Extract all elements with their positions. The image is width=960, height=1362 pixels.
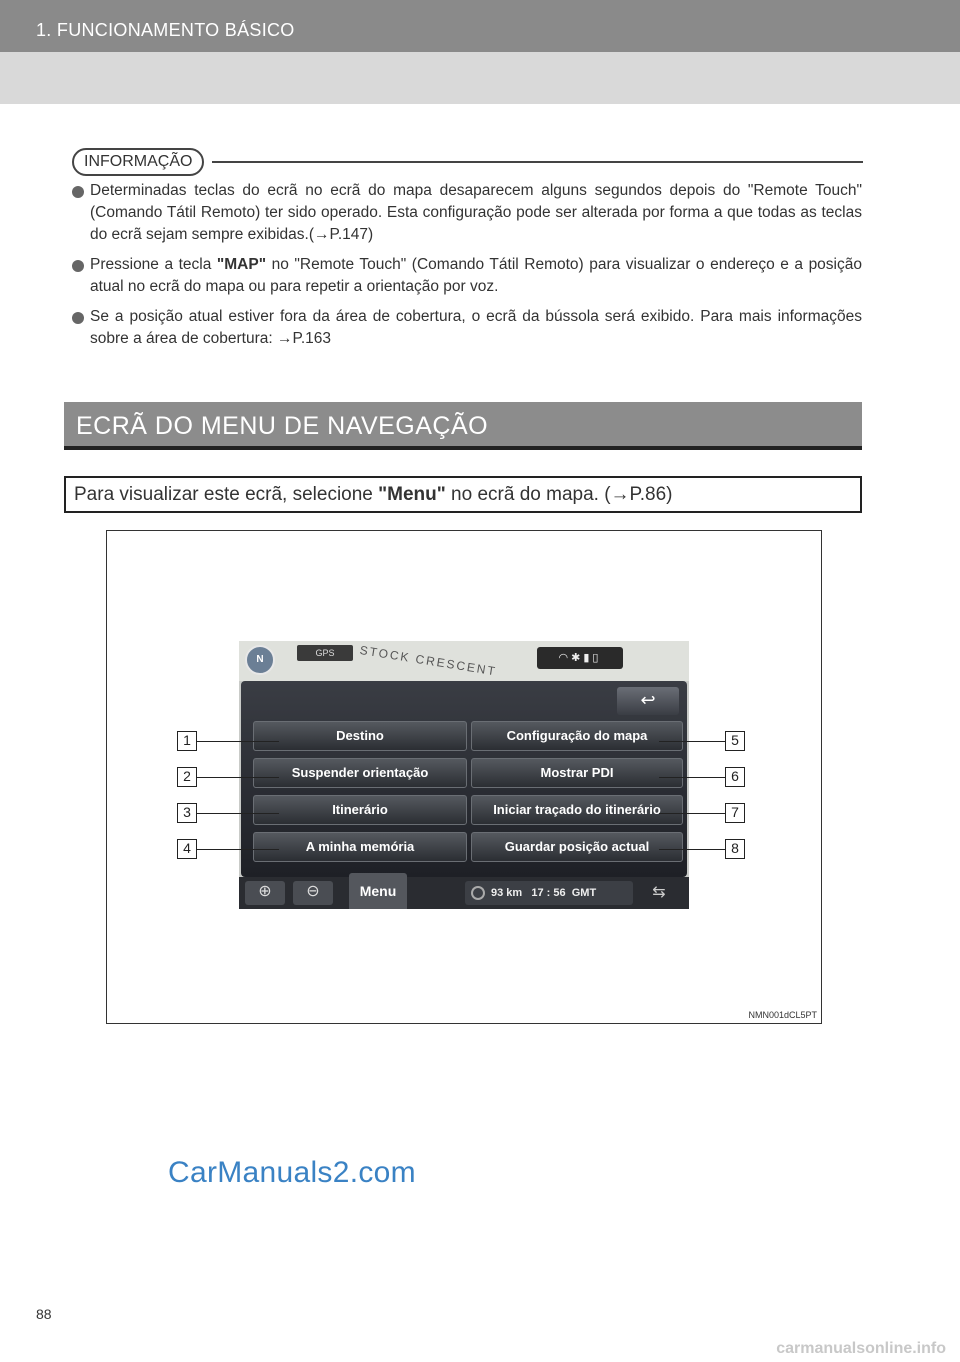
chapter-title: 1. FUNCIONAMENTO BÁSICO — [36, 20, 295, 40]
instruction-before: Para visualizar este ecrã, selecione — [74, 484, 379, 505]
bullet-dot-icon — [72, 186, 84, 198]
back-button[interactable]: ↩ — [617, 687, 679, 715]
instruction-box — [64, 476, 862, 513]
screenshot-figure — [106, 530, 822, 1024]
figure-code: NMN001dCL5PT — [748, 1010, 817, 1020]
bullet-text-before: Pressione a tecla — [90, 256, 217, 273]
wifi-icon: ◠ — [558, 652, 572, 664]
header-subbar — [0, 52, 960, 104]
info-bullet-2 — [70, 254, 862, 298]
timezone: GMT — [571, 887, 597, 899]
gps-badge: GPS — [297, 645, 353, 661]
callout-1: 1 — [177, 731, 197, 751]
leader-line-6 — [659, 777, 725, 778]
leader-line-5 — [659, 741, 725, 742]
watermark: CarManuals2.com — [168, 1156, 416, 1189]
guardar-posicao-button[interactable]: Guardar posição actual — [471, 832, 683, 862]
bluetooth-icon: ✱ — [571, 652, 584, 664]
nav-bottom-bar — [239, 877, 689, 909]
reroute-icon[interactable]: ⇆ — [652, 884, 666, 901]
callout-2: 2 — [177, 767, 197, 787]
leader-line-8 — [659, 849, 725, 850]
leader-line-2 — [197, 777, 279, 778]
leader-line-4 — [197, 849, 279, 850]
street-label: STOCK CRESCENT — [358, 643, 498, 679]
destino-button[interactable]: Destino — [253, 721, 467, 751]
instruction-text — [74, 484, 673, 506]
callout-3: 3 — [177, 803, 197, 823]
configuracao-mapa-button[interactable]: Configuração do mapa — [471, 721, 683, 751]
status-icons — [537, 647, 623, 669]
nav-menu-panel — [241, 681, 687, 877]
zoom-out-icon[interactable]: ⊖ — [293, 881, 333, 905]
suspender-orientacao-button[interactable]: Suspender orientação — [253, 758, 467, 788]
bullet-dot-icon — [72, 312, 84, 324]
info-badge: INFORMAÇÃO — [72, 148, 204, 176]
page-number: 88 — [36, 1306, 52, 1322]
callout-7: 7 — [725, 803, 745, 823]
itinerario-button[interactable]: Itinerário — [253, 795, 467, 825]
menu-tab[interactable]: Menu — [349, 873, 407, 909]
callout-4: 4 — [177, 839, 197, 859]
leader-line-7 — [659, 813, 725, 814]
bullet-text: Determinadas teclas do ecrã no ecrã do mapa desaparecem alguns segundos depois do "Remote Touch" (Comando Tátil Remoto) ter sido operado. Esta configuração pode ser alterada por forma a que todas as teclas do ecrã sejam sempre exibidas.(→P.147) — [90, 182, 862, 243]
a-minha-memoria-button[interactable]: A minha memória — [253, 832, 467, 862]
info-bullets — [70, 180, 862, 358]
distance: 93 km — [491, 887, 523, 899]
mostrar-pdi-button[interactable]: Mostrar PDI — [471, 758, 683, 788]
bullet-text-after: no "Remote Touch" (Comando Tátil Remoto) para visualizar o endereço e a posição atual no ecrã do mapa ou para repetir a orientação por voz. — [90, 256, 862, 295]
map-background — [239, 641, 689, 681]
info-bullet-1 — [70, 180, 862, 246]
compass-icon[interactable]: N — [245, 645, 275, 675]
info-divider — [212, 161, 863, 163]
bullet-dot-icon — [72, 260, 84, 272]
zoom-in-icon[interactable]: ⊕ — [245, 881, 285, 905]
nav-screen — [239, 641, 689, 909]
callout-6: 6 — [725, 767, 745, 787]
instruction-after: no ecrã do mapa. (→P.86) — [445, 484, 673, 505]
header-bar — [0, 0, 960, 52]
leader-line-1 — [197, 741, 279, 742]
info-bullet-3 — [70, 306, 862, 350]
section-header — [64, 402, 862, 450]
battery-icon: ▯ — [592, 652, 602, 664]
signal-icon: ▮ — [583, 652, 593, 664]
callout-5: 5 — [725, 731, 745, 751]
iniciar-tracado-button[interactable]: Iniciar traçado do itinerário — [471, 795, 683, 825]
section-title: ECRÃ DO MENU DE NAVEGAÇÃO — [76, 412, 489, 440]
time: 17 : 56 — [531, 887, 566, 899]
target-icon — [471, 886, 485, 900]
callout-8: 8 — [725, 839, 745, 859]
bullet-key-map: "MAP" — [216, 256, 267, 273]
route-info-strip[interactable] — [465, 881, 633, 905]
leader-line-3 — [197, 813, 279, 814]
footer-watermark: carmanualsonline.info — [776, 1340, 946, 1357]
bullet-text: Se a posição atual estiver fora da área de cobertura, o ecrã da bússola será exibido. Para mais informações sobre a área de cobertura: →P.163 — [90, 308, 862, 347]
instruction-menu-key: "Menu" — [378, 484, 446, 505]
